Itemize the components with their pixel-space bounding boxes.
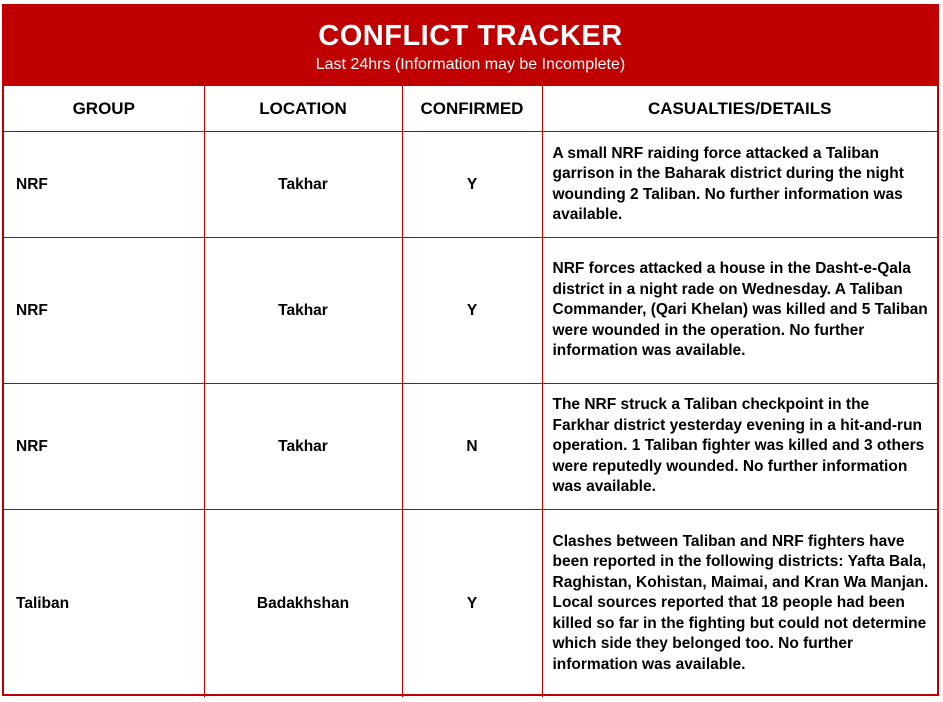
tracker-header (4, 6, 937, 86)
cell-confirmed: Y (402, 510, 542, 698)
cell-details: A small NRF raiding force attacked a Taliban garrison in the Baharak district during the night wounding 2 Taliban. No further information was available. (542, 132, 937, 238)
cell-location: Takhar (204, 384, 402, 510)
cell-confirmed: Y (402, 132, 542, 238)
table-row (4, 384, 937, 510)
cell-group: NRF (4, 238, 204, 384)
cell-details: NRF forces attacked a house in the Dasht-e-Qala district in a night rade on Wednesday. A Taliban Commander, (Qari Khelan) was killed and 5 Taliban were wounded in the operation. No further information was available. (542, 238, 937, 384)
cell-confirmed: Y (402, 238, 542, 384)
column-header-details: CASUALTIES/DETAILS (542, 86, 937, 132)
cell-group: NRF (4, 132, 204, 238)
column-header-location: LOCATION (204, 86, 402, 132)
conflict-tracker-panel (2, 4, 939, 696)
table-row (4, 238, 937, 384)
cell-location: Badakhshan (204, 510, 402, 698)
page-title: CONFLICT TRACKER (318, 20, 623, 52)
cell-confirmed: N (402, 384, 542, 510)
page-subtitle: Last 24hrs (Information may be Incomplete) (315, 56, 626, 73)
cell-location: Takhar (204, 238, 402, 384)
column-header-group: GROUP (4, 86, 204, 132)
cell-details: The NRF struck a Taliban checkpoint in the Farkhar district yesterday evening in a hit-and-run operation. 1 Taliban fighter was killed and 3 others were reputedly wounded. No further information was available. (542, 384, 937, 510)
cell-location: Takhar (204, 132, 402, 238)
table-header-row (4, 86, 937, 132)
column-header-confirmed: CONFIRMED (402, 86, 542, 132)
conflict-table (4, 86, 937, 697)
cell-details: Clashes between Taliban and NRF fighters have been reported in the following districts: Yafta Bala, Raghistan, Kohistan, Maimai, and Kran Wa Manjan. Local sources reported that 18 people had been killed so far in the fighting but could not determine which side they belonged too. No further information was available. (542, 510, 937, 698)
cell-group: NRF (4, 384, 204, 510)
cell-group: Taliban (4, 510, 204, 698)
table-row (4, 510, 937, 698)
table-row (4, 132, 937, 238)
